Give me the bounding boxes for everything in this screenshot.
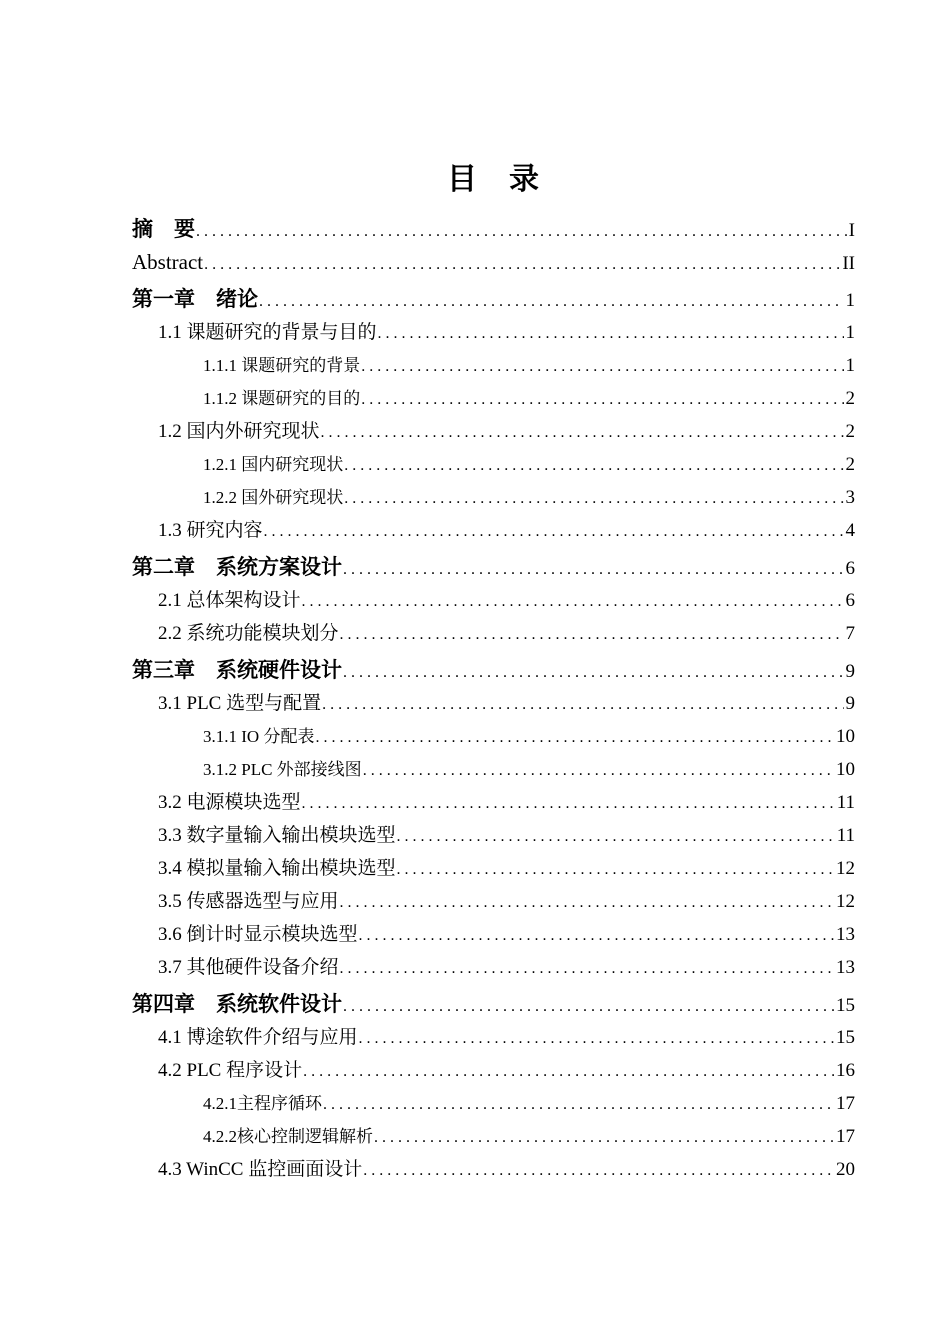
toc-entry-label: 1.2 国内外研究现状 — [158, 421, 320, 442]
dot-leader — [322, 688, 843, 721]
toc-entry-page: 9 — [845, 661, 855, 682]
toc-entry-page: 1 — [845, 355, 855, 376]
toc-entry-page: 13 — [836, 957, 855, 978]
toc-entry-label: 3.6 倒计时显示模块选型 — [158, 924, 358, 945]
dot-leader — [302, 787, 835, 820]
toc-entry[interactable] — [132, 584, 855, 617]
toc-entry-label: 1.1.1 课题研究的背景 — [203, 356, 361, 375]
toc-entry-page: 10 — [836, 726, 855, 747]
dot-leader — [359, 1022, 834, 1055]
toc-entry-page: 12 — [836, 858, 855, 879]
dot-leader — [343, 656, 844, 689]
toc-entry-label: 3.5 传感器选型与应用 — [158, 891, 339, 912]
dot-leader — [361, 350, 843, 383]
dot-leader — [259, 285, 844, 318]
toc-entry-label: 3.1 PLC 选型与配置 — [158, 693, 322, 714]
dot-leader — [204, 248, 840, 281]
toc-entry[interactable] — [132, 1021, 855, 1054]
toc-entry-label: 4.3 WinCC 监控画面设计 — [158, 1159, 363, 1180]
toc-entry-label: 摘 要 — [132, 218, 195, 241]
toc-entry-page: 17 — [836, 1093, 855, 1114]
toc-entry-label: 第四章 系统软件设计 — [132, 993, 342, 1016]
toc-entry-page: 4 — [845, 520, 855, 541]
toc-entry[interactable] — [132, 753, 855, 786]
toc-entry[interactable] — [132, 448, 855, 481]
dot-leader — [302, 585, 844, 618]
toc-entry-page: 17 — [836, 1126, 855, 1147]
toc-entry[interactable] — [132, 213, 855, 246]
toc-entry-page: 11 — [836, 825, 855, 846]
toc-entry-page: 6 — [845, 558, 855, 579]
toc-entry[interactable] — [132, 918, 855, 951]
toc-entry-label: 第一章 绪论 — [132, 288, 258, 311]
toc-entry[interactable] — [132, 1087, 855, 1120]
toc-entry-page: 12 — [836, 891, 855, 912]
toc-entry-page: 20 — [836, 1159, 855, 1180]
dot-leader — [323, 1088, 834, 1121]
toc-entry-page: 2 — [845, 421, 855, 442]
toc-entry[interactable] — [132, 316, 855, 349]
toc-entry-label: 第二章 系统方案设计 — [132, 556, 342, 579]
dot-leader — [363, 754, 834, 787]
toc-entry-page: I — [848, 220, 855, 241]
dot-leader — [363, 1154, 834, 1187]
toc-entry-label: 4.2 PLC 程序设计 — [158, 1060, 303, 1081]
dot-leader — [344, 449, 843, 482]
toc-entry-label: 1.3 研究内容 — [158, 520, 263, 541]
toc-entry-label: 1.1.2 课题研究的目的 — [203, 389, 361, 408]
dot-leader — [343, 553, 844, 586]
toc-entry[interactable] — [132, 951, 855, 984]
dot-leader — [397, 853, 834, 886]
toc-entry-page: 1 — [845, 322, 855, 343]
toc-entry-label: 2.2 系统功能模块划分 — [158, 623, 339, 644]
toc-entry[interactable] — [132, 283, 855, 316]
toc-entry[interactable] — [132, 551, 855, 584]
dot-leader — [196, 215, 847, 248]
dot-leader — [343, 990, 834, 1023]
dot-leader — [378, 317, 844, 350]
dot-leader — [374, 1121, 834, 1154]
toc-entry[interactable] — [132, 819, 855, 852]
toc-entry-label: 1.2.1 国内研究现状 — [203, 455, 344, 474]
toc-entry-page: 1 — [845, 290, 855, 311]
toc-entry-page: 7 — [845, 623, 855, 644]
toc-entry-label: Abstract — [132, 250, 204, 274]
toc-entry[interactable] — [132, 1120, 855, 1153]
dot-leader — [359, 919, 834, 952]
toc-entry-page: 9 — [845, 693, 855, 714]
dot-leader — [303, 1055, 834, 1088]
toc-entry[interactable] — [132, 415, 855, 448]
dot-leader — [344, 482, 843, 515]
dot-leader — [397, 820, 835, 853]
toc-entry[interactable] — [132, 246, 855, 279]
toc-entry-page: 15 — [836, 995, 855, 1016]
toc-entry-label: 3.1.2 PLC 外部接线图 — [203, 760, 362, 779]
toc-entry-page: 10 — [836, 759, 855, 780]
dot-leader — [340, 952, 834, 985]
toc-entry[interactable] — [132, 654, 855, 687]
toc-entry-page: II — [842, 253, 855, 274]
toc-section — [132, 160, 855, 1186]
toc-entry-label: 3.1.1 IO 分配表 — [203, 727, 315, 746]
toc-entry[interactable] — [132, 885, 855, 918]
toc-entry[interactable] — [132, 852, 855, 885]
toc-entry-page: 13 — [836, 924, 855, 945]
toc-entry[interactable] — [132, 988, 855, 1021]
toc-entry-label: 第三章 系统硬件设计 — [132, 659, 342, 682]
toc-entry[interactable] — [132, 617, 855, 650]
toc-entry[interactable] — [132, 786, 855, 819]
toc-entry-label: 4.1 博途软件介绍与应用 — [158, 1027, 358, 1048]
toc-entry[interactable] — [132, 1153, 855, 1186]
toc-entry-page: 11 — [836, 792, 855, 813]
toc-entry-label: 1.2.2 国外研究现状 — [203, 488, 344, 507]
toc-entry-page: 2 — [845, 454, 855, 475]
toc-entry[interactable] — [132, 687, 855, 720]
dot-leader — [321, 416, 844, 449]
toc-entry[interactable] — [132, 382, 855, 415]
dot-leader — [340, 618, 844, 651]
dot-leader — [264, 515, 844, 548]
toc-entry-label: 3.7 其他硬件设备介绍 — [158, 957, 339, 978]
toc-entry-page: 15 — [836, 1027, 855, 1048]
toc-entry[interactable] — [132, 481, 855, 514]
toc-entry-page: 2 — [845, 388, 855, 409]
dot-leader — [361, 383, 843, 416]
toc-entry[interactable] — [132, 349, 855, 382]
toc-entry[interactable] — [132, 1054, 855, 1087]
toc-entry-label: 4.2.1主程序循环 — [203, 1094, 322, 1113]
toc-entry-label: 3.3 数字量输入输出模块选型 — [158, 825, 396, 846]
toc-entry-label: 3.4 模拟量输入输出模块选型 — [158, 858, 396, 879]
toc-entry-label: 2.1 总体架构设计 — [158, 590, 301, 611]
toc-list — [132, 213, 855, 1186]
toc-entry[interactable] — [132, 720, 855, 753]
toc-title: 目 录 — [447, 163, 540, 196]
toc-entry-page: 3 — [845, 487, 855, 508]
dot-leader — [315, 721, 834, 754]
toc-entry[interactable] — [132, 514, 855, 547]
toc-entry-label: 1.1 课题研究的背景与目的 — [158, 322, 377, 343]
toc-entry-page: 6 — [845, 590, 855, 611]
toc-entry-label: 4.2.2核心控制逻辑解析 — [203, 1127, 373, 1146]
dot-leader — [340, 886, 834, 919]
toc-entry-label: 3.2 电源模块选型 — [158, 792, 301, 813]
toc-entry-page: 16 — [836, 1060, 855, 1081]
